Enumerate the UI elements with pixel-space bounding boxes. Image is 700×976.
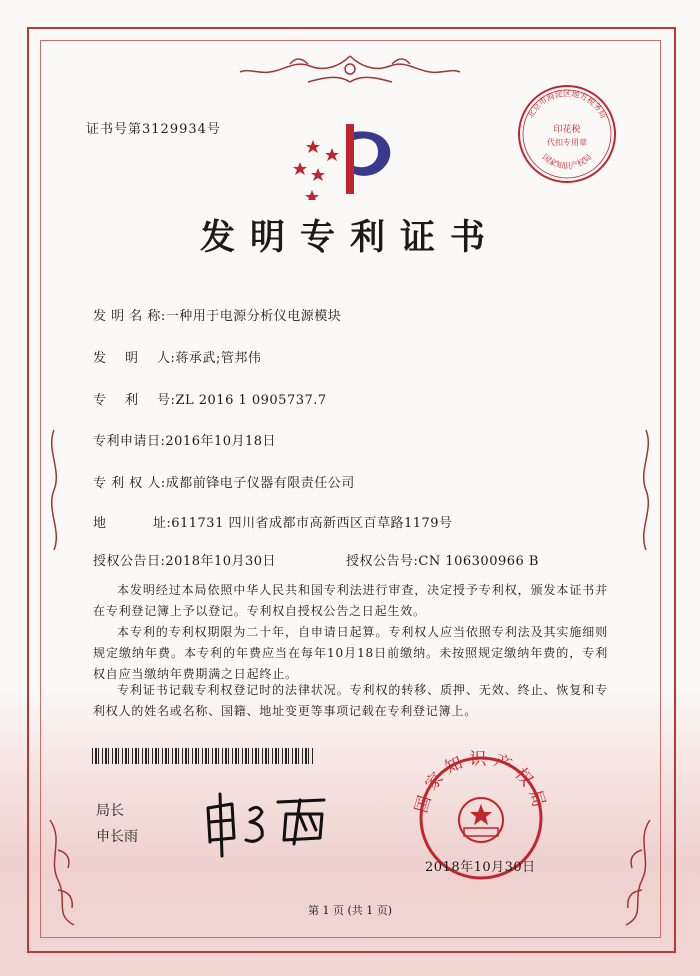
paragraph-3: 专利证书记载专利权登记时的法律状况。专利权的转移、质押、无效、终止、恢复和专利权人的姓名或名称、国籍、地址变更等事项记载在专利登记簿上。 xyxy=(93,683,608,718)
grant-no-value: CN 106300966 B xyxy=(418,554,539,569)
grant-no-label: 授权公告号: xyxy=(346,554,419,569)
seal-arc-text: 国家知识产权局 xyxy=(411,749,551,816)
left-ornament xyxy=(44,430,64,550)
row-grant-no xyxy=(346,550,539,569)
grant-date-value: 2018年10月30日 xyxy=(165,554,277,569)
row-patent-no xyxy=(93,389,327,408)
row-patentee xyxy=(93,472,355,491)
svg-text:国家知识产权局 xyxy=(541,152,594,170)
address-label: 地 址: xyxy=(93,516,172,531)
signature-role: 局长 xyxy=(96,803,124,819)
filing-date-label: 专利申请日: xyxy=(93,434,166,449)
tax-stamp xyxy=(515,82,619,186)
certificate-title: 发明专利证书 xyxy=(199,217,500,258)
patent-no-label: 专 利 号: xyxy=(93,393,176,408)
tax-stamp-line1: 印花税 xyxy=(553,125,581,135)
patent-no-value: ZL 2016 1 0905737.7 xyxy=(175,393,327,408)
grant-date-label: 授权公告日: xyxy=(93,554,166,569)
svg-text:北京市海淀区地方税务局 xyxy=(525,88,608,120)
paragraph-1: 本发明经过本局依照中华人民共和国专利法进行审查，决定授予专利权，颁发本证书并在专利登记簿上予以登记。专利权自授权公告之日起生效。 xyxy=(93,583,608,618)
paragraph-2: 本专利的专利权期限为二十年，自申请日起算。专利权人应当依照专利法及其实施细则规定缴纳年费。本专利的年费应当在每年10月18日前缴纳。未按照规定缴纳年费的，专利权自应当缴纳年费期满之日起终止。 xyxy=(93,625,608,681)
inventor-label: 发 明 人: xyxy=(93,351,176,366)
seal-date: 2018年10月30日 xyxy=(425,860,536,875)
right-ornament xyxy=(636,430,656,550)
signature-name: 申长雨 xyxy=(96,829,138,845)
invention-name-value: 一种用于电源分析仪电源模块 xyxy=(165,309,342,324)
row-inventor xyxy=(93,347,261,366)
tax-stamp-arc: 北京市海淀区地方税务局 xyxy=(525,89,609,120)
certificate-number: 证书号第3129934号 xyxy=(86,122,221,137)
invention-name-label: 发 明 名 称: xyxy=(93,309,166,324)
patentee-value: 成都前锋电子仪器有限责任公司 xyxy=(165,476,355,491)
handwritten-signature xyxy=(200,790,350,860)
tax-stamp-line2: 代扣专用章 xyxy=(547,138,587,147)
inventor-value: 蒋承武;管邦伟 xyxy=(175,351,262,366)
top-ornament xyxy=(230,52,470,86)
row-grant-date xyxy=(93,550,276,569)
tax-stamp-bottom: 国家知识产权局 xyxy=(540,152,594,171)
patentee-label: 专 利 权 人: xyxy=(93,476,166,491)
barcode xyxy=(92,748,314,764)
filing-date-value: 2016年10月18日 xyxy=(165,434,277,449)
patent-office-logo xyxy=(288,118,398,200)
row-address xyxy=(93,512,453,531)
address-value: 611731 四川省成都市高新西区百草路1179号 xyxy=(171,516,453,531)
page-number: 第 1 页 (共 1 页) xyxy=(307,904,393,917)
row-filing-date xyxy=(93,430,276,449)
row-invention-name xyxy=(93,305,341,324)
